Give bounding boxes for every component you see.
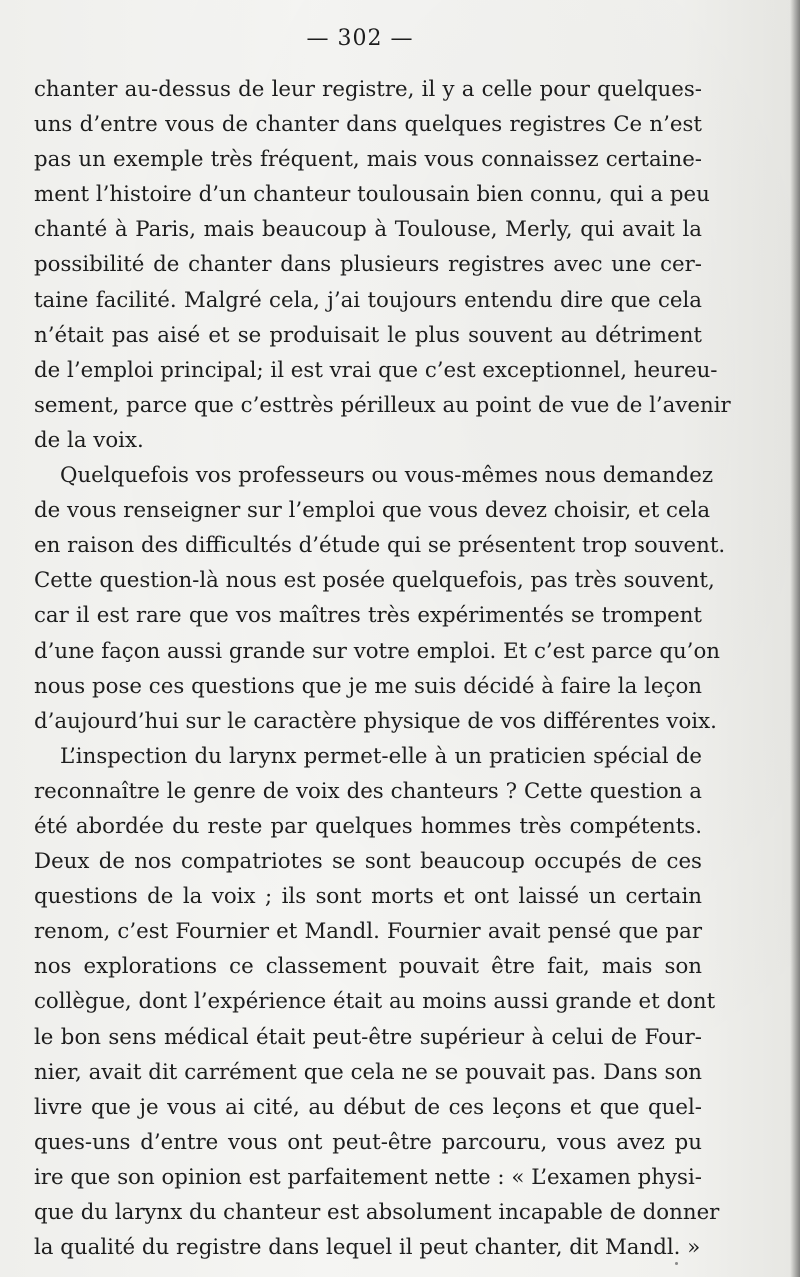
- text-line: en raison des difficultés d’étude qui se présentent trop souvent.: [34, 533, 726, 559]
- text-line: le bon sens médical était peut-être supérieur à celui de Four-: [34, 1024, 702, 1050]
- text-line: nos explorations ce classement pouvait être fait, mais son: [34, 954, 702, 980]
- text-line: de vous renseigner sur l’emploi que vous devez choisir, et cela: [34, 498, 711, 524]
- text-line: nous pose ces questions que je me suis décidé à faire la leçon: [34, 673, 702, 699]
- text-line: renom, c’est Fournier et Mandl. Fournier avait pensé que par: [34, 919, 702, 945]
- text-line: possibilité de chanter dans plusieurs registres avec une cer-: [34, 252, 702, 278]
- text-line: la qualité du registre dans lequel il peut chanter, dit Mandl. »: [34, 1235, 701, 1261]
- paragraph-first-line: Quelquefois vos professeurs ou vous-mêmes nous demandez: [60, 463, 714, 489]
- text-line: d’aujourd’hui sur le caractère physique de vos différentes voix.: [34, 708, 717, 734]
- text-line: ire que son opinion est parfaitement nette : « L’examen physi-: [34, 1164, 702, 1190]
- text-line: que du larynx du chanteur est absolument incapable de donner: [34, 1200, 720, 1225]
- text-line: été abordée du reste par quelques hommes très compétents.: [34, 813, 702, 839]
- page-number: — 302 —: [306, 26, 414, 51]
- text-line: Cette question-là nous est posée quelquefois, pas très souvent,: [34, 568, 715, 594]
- text-line: collègue, dont l’expérience était au moins aussi grande et dont: [34, 989, 716, 1015]
- text-line: uns d’entre vous de chanter dans quelques registres Ce n’est: [34, 112, 702, 138]
- text-line: de la voix.: [34, 427, 144, 453]
- body-text: [34, 72, 731, 1265]
- text-line: sement, parce que c’esttrès périlleux au point de vue de l’avenir: [34, 392, 731, 418]
- text-line: car il est rare que vos maîtres très expérimentés se trompent: [34, 603, 702, 629]
- text-line: taine facilité. Malgré cela, j’ai toujours entendu dire que cela: [34, 287, 702, 313]
- text-line: chanté à Paris, mais beaucoup à Toulouse, Merly, qui avait la: [34, 217, 702, 243]
- text-line: n’était pas aisé et se produisait le plus souvent au détriment: [34, 322, 702, 348]
- paragraph-first-line: L’inspection du larynx permet-elle à un praticien spécial de: [60, 743, 702, 769]
- text-line: ques-uns d’entre vous ont peut-être parcouru, vous avez pu: [34, 1129, 702, 1155]
- text-line: de l’emploi principal; il est vrai que c’est exceptionnel, heureu-: [34, 357, 718, 383]
- text-line: reconnaître le genre de voix des chanteurs ? Cette question a: [34, 778, 702, 804]
- page-edge-shadow: [790, 0, 800, 1277]
- text-line: nier, avait dit carrément que cela ne se pouvait pas. Dans son: [34, 1059, 702, 1085]
- text-line: questions de la voix ; ils sont morts et ont laissé un certain: [34, 884, 702, 910]
- text-line: pas un exemple très fréquent, mais vous connaissez certaine-: [34, 147, 702, 173]
- text-line: ment l’histoire d’un chanteur toulousain bien connu, qui a peu: [34, 182, 710, 208]
- paper-speck: [675, 1262, 678, 1265]
- text-line: livre que je vous ai cité, au début de ces leçons et que quel-: [34, 1094, 702, 1120]
- text-line: chanter au-dessus de leur registre, il y a celle pour quelques-: [34, 77, 702, 102]
- text-line: Deux de nos compatriotes se sont beaucoup occupés de ces: [34, 849, 702, 875]
- text-line: d’une façon aussi grande sur votre emploi. Et c’est parce qu’on: [34, 638, 720, 664]
